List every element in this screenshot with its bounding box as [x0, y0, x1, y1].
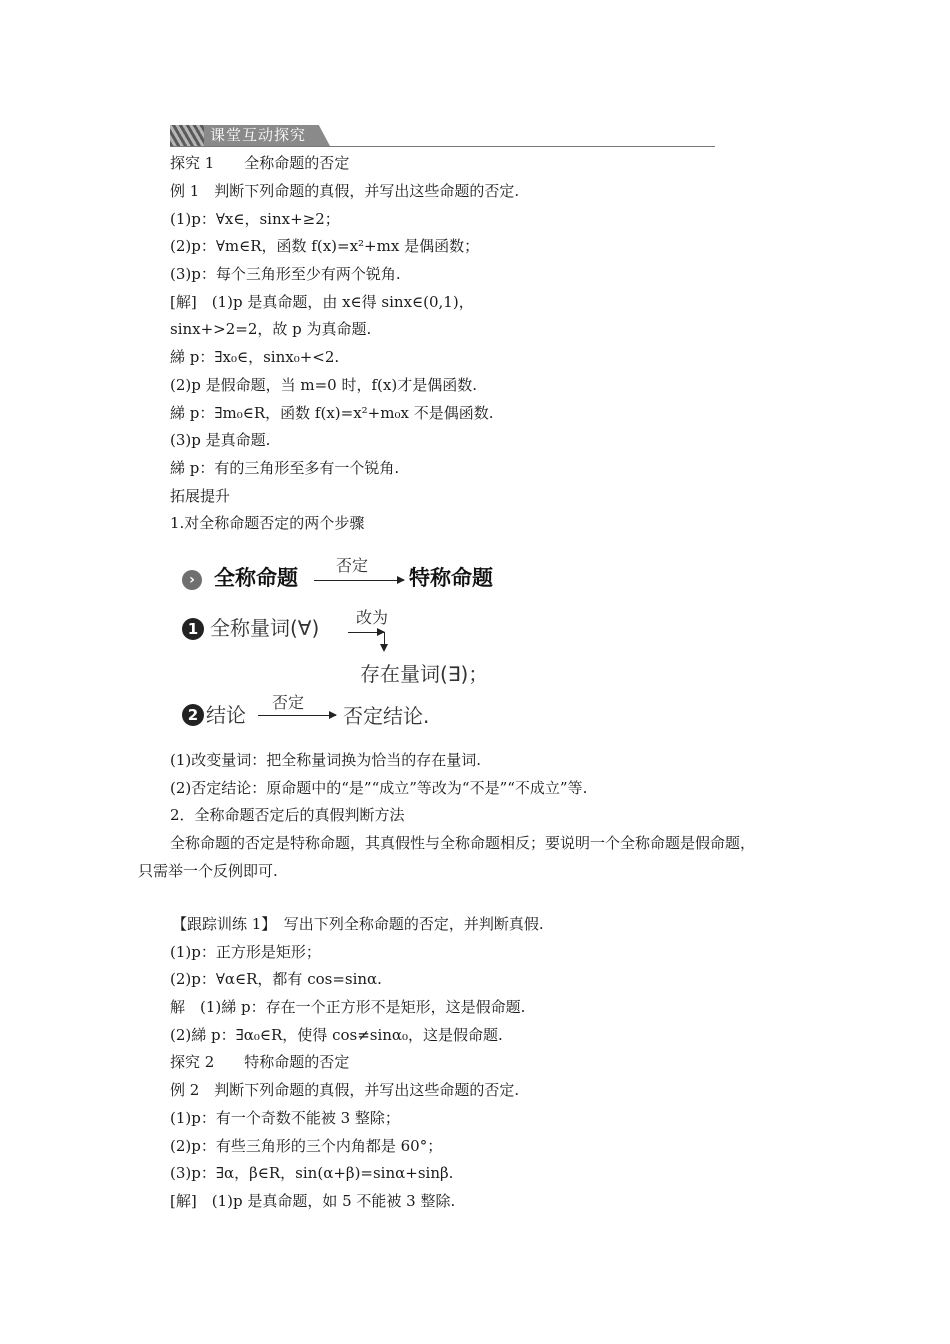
example-2-item-3: (3)p：∃α，β∈R，sin(α+β)=sinα+sinβ.: [170, 1164, 454, 1182]
negate-label: 否定: [336, 556, 369, 575]
step-1-number: 1: [182, 618, 204, 640]
banner-stripes-decoration: [170, 125, 204, 146]
example-1-item-1: (1)p：∀x∈，sinx+≥2；: [170, 210, 340, 228]
solution-line: 綈 p：有的三角形至多有一个锐角.: [170, 459, 400, 477]
banner-rule: [170, 146, 715, 147]
example-2-statement: 例 2 判断下列命题的真假，并写出这些命题的否定.: [170, 1081, 520, 1099]
example-2-item-1: (1)p：有一个奇数不能被 3 整除；: [170, 1109, 400, 1127]
example-1-item-2: (2)p：∀m∈R，函数 f(x)=x²+mx 是偶函数；: [170, 237, 480, 255]
example-1-statement: 例 1 判断下列命题的真假，并写出这些命题的否定.: [170, 182, 520, 200]
universal-quantifier-label: 全称量词(∀): [210, 616, 320, 640]
method-heading: 2．全称命题否定后的真假判断方法: [170, 806, 405, 824]
existential-proposition-label: 特称命题: [409, 566, 493, 590]
practice-1-solution: (2)綈 p：∃α₀∈R，使得 cos≠sinα₀，这是假命题.: [170, 1026, 503, 1044]
connector-line: [348, 632, 384, 633]
arrow-right-icon: [314, 580, 404, 581]
solution-line: (3)p 是真命题.: [170, 431, 271, 449]
practice-1-heading: 【跟踪训练 1】 写出下列全称命题的否定，并判断真假.: [172, 915, 544, 933]
conclusion-label: 结论: [206, 703, 246, 727]
solution-line: [解] (1)p 是真命题，由 x∈得 sinx∈(0,1)，: [170, 293, 474, 311]
example-1-item-3: (3)p：每个三角形至少有两个锐角.: [170, 265, 401, 283]
practice-1-item-2: (2)p：∀α∈R，都有 cos=sinα.: [170, 970, 382, 988]
negate-label: 否定: [272, 693, 305, 712]
step-explanation: (1)改变量词：把全称量词换为恰当的存在量词.: [170, 751, 482, 769]
heading-explore-2: 探究 2 特称命题的否定: [170, 1053, 350, 1071]
method-paragraph: 只需举一个反例即可.: [138, 862, 278, 880]
practice-1-item-1: (1)p：正方形是矩形；: [170, 943, 321, 961]
heading-extension: 拓展提升: [170, 487, 231, 505]
practice-1-solution: 解 (1)綈 p：存在一个正方形不是矩形，这是假命题.: [170, 998, 526, 1016]
example-2-item-2: (2)p：有些三角形的三个内角都是 60°；: [170, 1137, 443, 1155]
existential-quantifier-label: 存在量词(∃)；: [360, 662, 489, 686]
arrow-right-icon: [258, 715, 336, 716]
negation-steps-diagram: [176, 548, 536, 743]
method-paragraph: 全称命题的否定是特称命题，其真假性与全称命题相反；要说明一个全称命题是假命题，: [170, 834, 756, 852]
solution-line: (2)p 是假命题，当 m=0 时，f(x)才是偶函数.: [170, 376, 477, 394]
section-title: 课堂互动探究: [210, 126, 307, 144]
heading-explore-1: 探究 1 全称命题的否定: [170, 154, 350, 172]
universal-proposition-label: 全称命题: [214, 566, 298, 590]
steps-heading: 1.对全称命题否定的两个步骤: [170, 514, 365, 532]
solution-line: 綈 p：∃m₀∈R，函数 f(x)=x²+m₀x 不是偶函数.: [170, 404, 494, 422]
solution-line: sinx+>2=2，故 p 为真命题.: [170, 320, 372, 338]
chevron-right-icon: ›: [182, 570, 202, 590]
change-to-label: 改为: [356, 608, 389, 627]
solution-line: 綈 p：∃x₀∈，sinx₀+<2.: [170, 348, 340, 366]
section-banner: [170, 124, 715, 148]
arrow-down-icon: [384, 632, 385, 650]
example-2-solution: [解] (1)p 是真命题，如 5 不能被 3 整除.: [170, 1192, 456, 1210]
step-explanation: (2)否定结论：原命题中的“是”“成立”等改为“不是”“不成立”等.: [170, 779, 588, 797]
step-2-number: 2: [182, 704, 204, 726]
negated-conclusion-label: 否定结论.: [343, 704, 430, 728]
